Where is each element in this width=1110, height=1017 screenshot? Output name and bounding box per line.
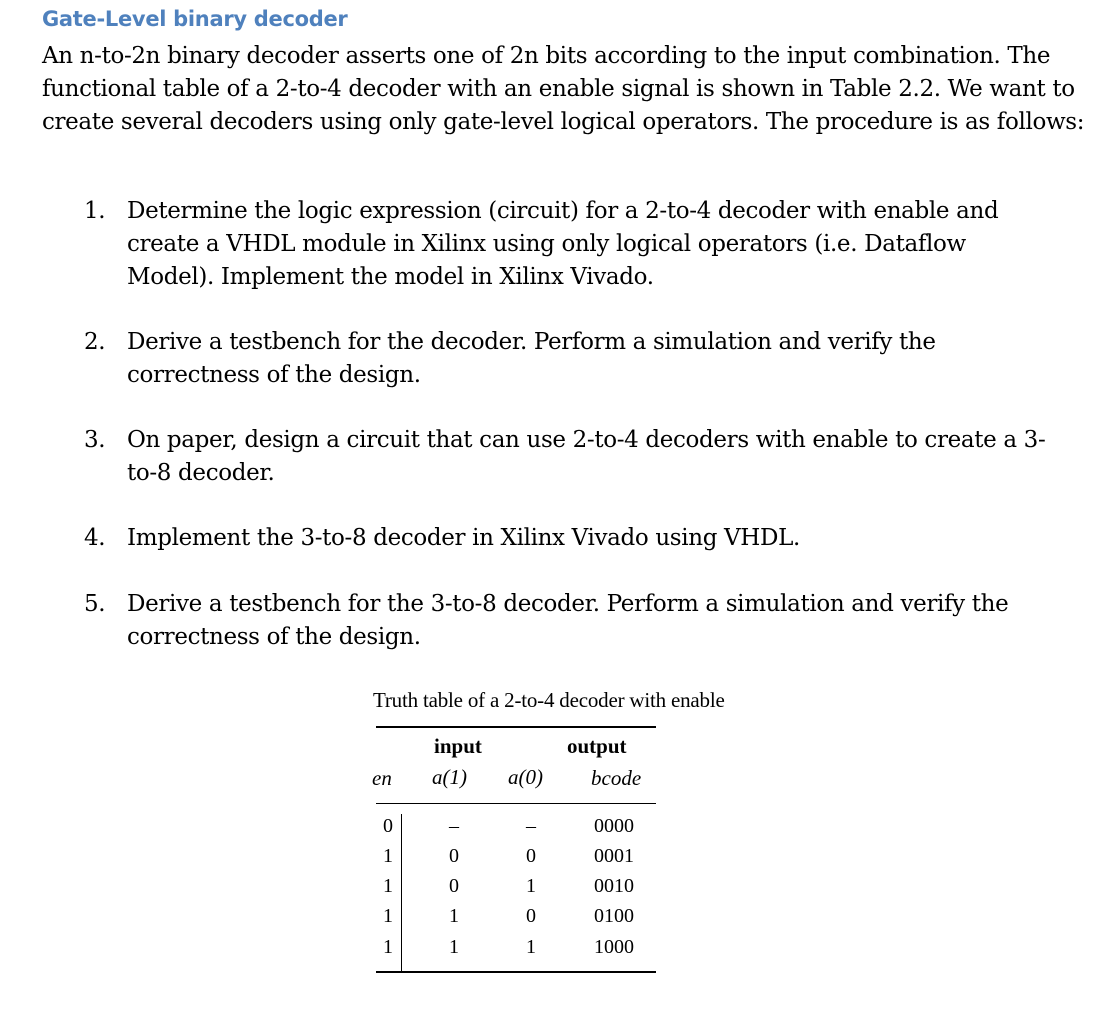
step-text: On paper, design a circuit that can use 2-to-4 decoders with enable to create a 3-to-8 decoder.	[127, 427, 1046, 486]
header-a0: a(0)	[508, 765, 543, 789]
cell-a1: 0	[449, 875, 459, 897]
cell-en: 1	[383, 936, 393, 958]
cell-bcode: 0100	[594, 905, 634, 927]
step-text: Implement the 3-to-8 decoder in Xilinx Vivado using VHDL.	[127, 525, 800, 551]
cell-bcode: 0010	[594, 875, 634, 897]
cell-bcode: 0000	[594, 815, 634, 837]
header-a1: a(1)	[432, 765, 467, 789]
cell-en: 1	[383, 905, 393, 927]
step-text: Derive a testbench for the 3-to-8 decoder. Perform a simulation and verify the correctness of the design.	[127, 591, 1009, 650]
table-column-divider	[401, 814, 402, 972]
step-number: 5.	[84, 591, 106, 617]
header-input: input	[434, 734, 482, 758]
cell-a0: 0	[526, 905, 536, 927]
cell-bcode: 1000	[594, 936, 634, 958]
cell-en: 0	[383, 815, 393, 837]
cell-a1: 1	[449, 905, 459, 927]
step-number: 1.	[84, 198, 106, 224]
step-number: 2.	[84, 329, 106, 355]
cell-en: 1	[383, 845, 393, 867]
table-top-rule	[376, 726, 656, 728]
table-caption: Truth table of a 2-to-4 decoder with enable	[373, 688, 725, 712]
cell-a0: 0	[526, 845, 536, 867]
cell-a0: 1	[526, 875, 536, 897]
table-header-rule	[376, 803, 656, 804]
header-en: en	[372, 766, 392, 790]
header-output: output	[567, 734, 627, 758]
intro-paragraph: An n-to-2n binary decoder asserts one of 2n bits according to the input combination. The functional table of a 2-to-4 decoder with an enable signal is shown in Table 2.2. We want to create several decoders using only gate-level logical operators. The procedure is as follows:	[42, 43, 1085, 135]
cell-a0: –	[526, 815, 536, 837]
cell-a1: 0	[449, 845, 459, 867]
table-bottom-rule	[376, 971, 656, 973]
step-number: 4.	[84, 525, 106, 551]
cell-a0: 1	[526, 936, 536, 958]
step-number: 3.	[84, 427, 106, 453]
header-bcode: bcode	[591, 766, 642, 790]
cell-a1: –	[449, 815, 459, 837]
section-heading: Gate-Level binary decoder	[42, 7, 348, 31]
cell-bcode: 0001	[594, 845, 634, 867]
step-text: Determine the logic expression (circuit) for a 2-to-4 decoder with enable and create a VHDL module in Xilinx using only logical operators (i.e. Dataflow Model). Implement the model in Xilinx Vivado.	[127, 198, 999, 290]
step-text: Derive a testbench for the decoder. Perform a simulation and verify the correctness of the design.	[127, 329, 936, 388]
cell-a1: 1	[449, 936, 459, 958]
cell-en: 1	[383, 875, 393, 897]
